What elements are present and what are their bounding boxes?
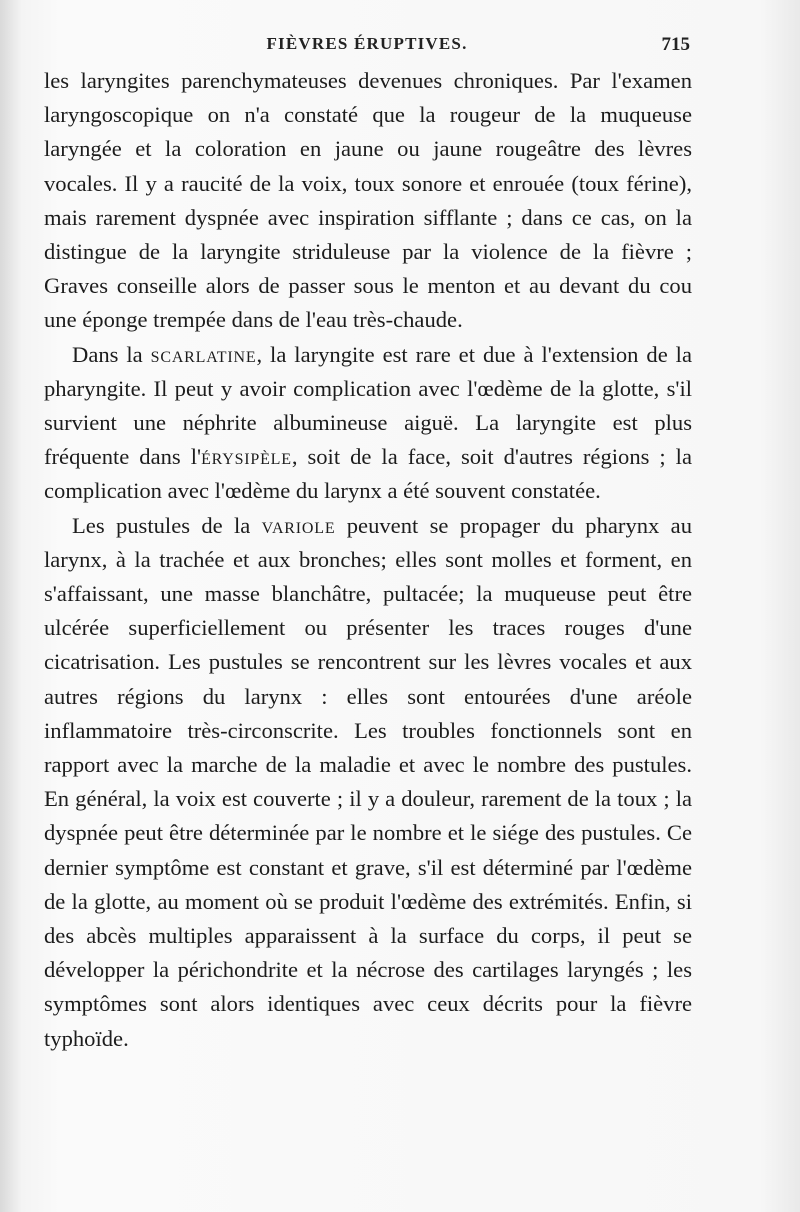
paragraph-2-text-c: , soit de la face, soit d'autres régions ; la complication avec l'œdème du larynx a été souvent constatée. xyxy=(44,444,692,504)
paragraph-2-text-b: , la laryngite est rare et due à l'extension de la pharyngite. Il peut y avoir complication avec l'œdème de la glotte, s'il survient une néphrite albumineuse aiguë. La laryngite est plus fréquente dans l' xyxy=(44,341,692,470)
paragraph-1 xyxy=(44,64,692,338)
term-variole: variole xyxy=(261,512,336,538)
page-number: 715 xyxy=(661,34,690,55)
paragraph-2 xyxy=(44,338,692,509)
page-header xyxy=(44,30,690,60)
term-scarlatine: scarlatine xyxy=(150,341,257,367)
body-text xyxy=(44,64,692,1056)
running-title: FIÈVRES ÉRUPTIVES. xyxy=(266,34,468,53)
paragraph-2-text-a: Dans la xyxy=(72,341,151,367)
paragraph-3 xyxy=(44,509,692,1056)
term-erysipele: érysipèle xyxy=(201,444,292,470)
paragraph-3-text-b: peuvent se propager du pharynx au larynx, à la trachée et aux bronches; elles sont molles et forment, en s'affaissant, une masse blanchâtre, pultacée; la muqueuse peut être ulcérée superficiellement ou présenter les traces rouges d'une cicatrisation. Les pustules se rencontrent sur les lèvres vocales et aux autres régions du larynx : elles sont entourées d'une aréole inflammatoire très-circonscrite. Les troubles fonctionnels sont en rapport avec la marche de la maladie et avec le nombre des pustules. En général, la voix est couverte ; il y a douleur, rarement de la toux ; la dyspnée peut être déterminée par le nombre et le siége des pustules. Ce dernier symptôme est constant et grave, s'il est déterminé par l'œdème de la glotte, au moment où se produit l'œdème des extrémités. Enfin, si des abcès multiples apparaissent à la surface du corps, il peut se développer la périchondrite et la nécrose des cartilages laryngés ; les symptômes sont alors identiques avec ceux décrits pour la fièvre typhoïde. xyxy=(44,512,693,1051)
paragraph-1-text: les laryngites parenchymateuses devenues chroniques. Par l'examen laryngoscopique on n'a constaté que la rougeur de la muqueuse laryngée et la coloration en jaune ou jaune rougeâtre des lèvres vocales. Il y a raucité de la voix, toux sonore et enrouée (toux férine), mais rarement dyspnée avec inspiration sifflante ; dans ce cas, on la distingue de la laryngite striduleuse par la violence de la fièvre ; Graves conseille alors de passer sous le menton et au devant du cou une éponge trempée dans de l'eau très-chaude. xyxy=(44,68,692,333)
paragraph-3-text-a: Les pustules de la xyxy=(72,512,262,538)
